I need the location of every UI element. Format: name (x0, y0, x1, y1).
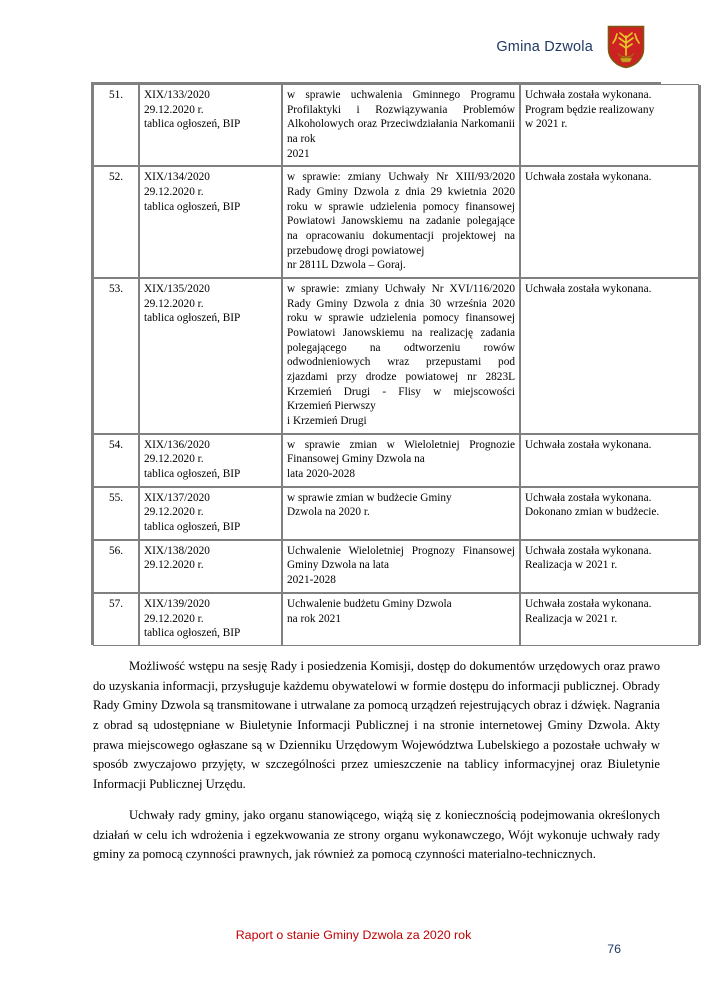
description-cell (282, 593, 520, 646)
description-last-line: i Krzemień Drugi (287, 415, 367, 428)
signature-line: 29.12.2020 r. (144, 453, 204, 466)
status-cell (520, 487, 699, 540)
signature-cell (139, 593, 282, 646)
page-title: Gmina Dzwola (496, 39, 593, 55)
status-line: Uchwała została wykonana. (525, 171, 652, 184)
row-number: 51. (108, 89, 124, 101)
description-cell (282, 434, 520, 487)
table-body (93, 84, 699, 646)
row-number: 57. (108, 597, 124, 610)
description-cell (282, 84, 520, 166)
status-line: Realizacja w 2021 r. (525, 559, 618, 572)
signature-line: tablica ogłoszeń, BIP (144, 627, 241, 640)
table-row (93, 166, 699, 278)
signature-line: XIX/133/2020 (144, 89, 210, 101)
signature-line: 29.12.2020 r. (144, 612, 204, 625)
page-number: 76 (607, 942, 621, 956)
signature-cell (139, 434, 282, 487)
signature-line: tablica ogłoszeń, BIP (144, 521, 241, 534)
status-line: w 2021 r. (525, 118, 568, 131)
description-last-line: 2021-2028 (287, 574, 336, 587)
signature-line: 29.12.2020 r. (144, 506, 204, 519)
row-number: 53. (108, 283, 124, 296)
body-paragraph-2: Uchwały rady gminy, jako organu stanowiącego, wiążą się z koniecznością podejmowania określonych działań w celu ich wdrożenia i egzekwowania ze strony organu wykonawczego, Wójt wykonuje uchwały rady gminy za pomocą czynności prawnych, jak również za pomocą czynności materialno-technicznych. (93, 808, 660, 862)
status-line: Uchwała została wykonana. (525, 283, 652, 296)
footer-note: Raport o stanie Gminy Dzwola za 2020 rok (235, 928, 472, 942)
description-text: w sprawie: zmiany Uchwały Nr XIII/93/2020 Rady Gminy Dzwola z dnia 29 kwietnia 2020 roku w sprawie udzielenia pomocy finansowej Powiatowi Janowskiemu na zadanie polegające na opracowaniu dokumentacji projektowej na przebudowę drogi powiatowej (287, 171, 515, 257)
signature-line: 29.12.2020 r. (144, 297, 204, 310)
table-row (93, 434, 699, 487)
signature-line: tablica ogłoszeń, BIP (144, 200, 241, 213)
status-line: Uchwała została wykonana. (525, 89, 652, 101)
signature-line: XIX/138/2020 (144, 544, 210, 557)
description-text: w sprawie zmian w budżecie Gminy (287, 491, 452, 504)
row-number-cell (93, 84, 139, 166)
signature-line: XIX/139/2020 (144, 597, 210, 610)
signature-cell (139, 84, 282, 166)
status-line: Program będzie realizowany (525, 103, 655, 116)
row-number: 56. (108, 544, 124, 557)
status-line: Uchwała została wykonana. (525, 438, 652, 451)
description-text: w sprawie uchwalenia Gminnego Programu Profilaktyki i Rozwiązywania Problemów Alkoholowych oraz Przeciwdziałania Narkomanii na rok (287, 89, 515, 146)
status-line: Uchwała została wykonana. (525, 491, 652, 504)
description-cell (282, 166, 520, 278)
row-number-cell (93, 278, 139, 434)
signature-line: tablica ogłoszeń, BIP (144, 312, 241, 325)
row-number-cell (93, 166, 139, 278)
row-number: 55. (108, 491, 124, 504)
description-text: w sprawie zmian w Wieloletniej Prognozie Finansowej Gminy Dzwola na (287, 438, 515, 466)
description-text: Uchwalenie budżetu Gminy Dzwola (287, 597, 452, 610)
signature-line: XIX/135/2020 (144, 283, 210, 296)
status-line: Realizacja w 2021 r. (525, 612, 618, 625)
signature-line: XIX/134/2020 (144, 171, 210, 184)
document-header (0, 18, 707, 76)
row-number-cell (93, 434, 139, 487)
signature-line: 29.12.2020 r. (144, 559, 204, 572)
signature-cell (139, 166, 282, 278)
status-line: Uchwała została wykonana. (525, 597, 652, 610)
resolutions-table (93, 84, 699, 646)
body-paragraph-1-container (93, 657, 660, 794)
row-number-cell (93, 593, 139, 646)
signature-line: XIX/137/2020 (144, 491, 210, 504)
status-cell (520, 593, 699, 646)
row-number: 52. (108, 171, 124, 184)
status-cell (520, 84, 699, 166)
description-cell (282, 278, 520, 434)
signature-line: 29.12.2020 r. (144, 186, 204, 199)
table-row (93, 593, 699, 646)
table-row (93, 278, 699, 434)
description-last-line: na rok 2021 (287, 612, 341, 625)
status-cell (520, 278, 699, 434)
row-number-cell (93, 540, 139, 593)
status-cell (520, 434, 699, 487)
body-paragraph-2-container (93, 806, 660, 865)
signature-line: 29.12.2020 r. (144, 103, 204, 116)
row-number-cell (93, 487, 139, 540)
signature-cell (139, 540, 282, 593)
description-last-line: nr 2811L Dzwola – Goraj. (287, 259, 406, 272)
description-last-line: lata 2020-2028 (287, 468, 356, 481)
body-paragraph-1: Możliwość wstępu na sesję Rady i posiedzenia Komisji, dostęp do dokumentów urzędowych oraz prawo do uzyskania informacji, przysługuje każdemu obywatelowi w formie dostępu do informacji publicznej. Obrady Rady Gminy Dzwola są transmitowane i utrwalane za pomocą urządzeń rejestrujących obraz i dźwięk. Nagrania z obrad są udostępniane w Biuletynie Informacji Publicznej i na stronie internetowej Gminy Dzwola. Akty prawa miejscowego ogłaszane są w Dzienniku Urzędowym Województwa Lubelskiego a pozostałe uchwały w sposób zwyczajowo przyjęty, w szczególności przez umieszczenie na tablicy informacyjnej oraz Biuletynie Informacji Publicznej Urzędu. (93, 659, 660, 791)
row-number: 54. (108, 438, 124, 451)
status-cell (520, 166, 699, 278)
signature-cell (139, 278, 282, 434)
description-text: Uchwalenie Wieloletniej Prognozy Finansowej Gminy Dzwola na lata (287, 544, 515, 572)
signature-line: tablica ogłoszeń, BIP (144, 468, 241, 481)
description-text: w sprawie: zmiany Uchwały Nr XVI/116/2020 Rady Gminy Dzwola z dnia 30 września 2020 roku w sprawie udzielenia pomocy finansowej Powiatowi Janowskiemu na realizację zadania polegającego na odtworzeniu rowów odwodnieniowych wraz przepustami pod zjazdami przy drodze powiatowej nr 2823L Krzemień Drugi - Flisy w miejscowości Krzemień Pierwszy (287, 283, 515, 413)
description-cell (282, 487, 520, 540)
signature-line: XIX/136/2020 (144, 438, 210, 451)
signature-line: tablica ogłoszeń, BIP (144, 118, 241, 131)
status-line: Dokonano zmian w budżecie. (525, 506, 660, 519)
table-row (93, 84, 699, 166)
status-line: Uchwała została wykonana. (525, 544, 652, 557)
table-row (93, 540, 699, 593)
signature-cell (139, 487, 282, 540)
status-cell (520, 540, 699, 593)
coat-of-arms-icon (607, 25, 645, 69)
description-cell (282, 540, 520, 593)
description-last-line: Dzwola na 2020 r. (287, 506, 370, 519)
description-last-line: 2021 (287, 147, 310, 160)
table-row (93, 487, 699, 540)
